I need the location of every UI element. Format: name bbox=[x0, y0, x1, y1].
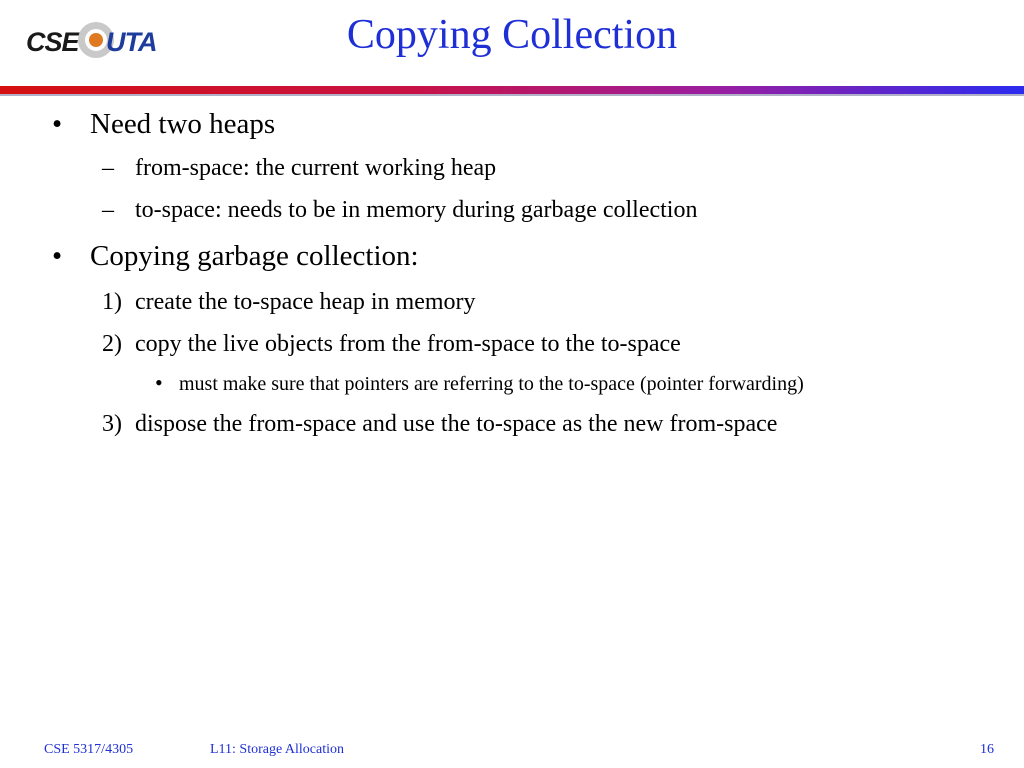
footer-course: CSE 5317/4305 bbox=[44, 742, 134, 757]
number-marker: 2) bbox=[102, 331, 122, 357]
sub-sub-bullet-text: must make sure that pointers are referring to the to-space (pointer forwarding) bbox=[179, 373, 804, 395]
logo-cse-text: CSE bbox=[26, 27, 79, 57]
title-divider bbox=[0, 86, 1024, 94]
sub-bullet-text: to-space: needs to be in memory during garbage collection bbox=[135, 197, 698, 223]
bullet-text: Copying garbage collection: bbox=[90, 240, 419, 272]
number-marker: 3) bbox=[102, 411, 122, 437]
dash-marker: – bbox=[102, 197, 114, 223]
small-bullet-marker: • bbox=[155, 370, 163, 395]
sub-bullet-text: from-space: the current working heap bbox=[135, 155, 497, 181]
bullet-marker: • bbox=[52, 240, 63, 272]
footer-page-number: 16 bbox=[980, 742, 994, 757]
numbered-text: create the to-space heap in memory bbox=[135, 289, 476, 315]
footer-lecture: L11: Storage Allocation bbox=[210, 742, 345, 757]
number-marker: 1) bbox=[102, 289, 122, 315]
title-divider-shadow bbox=[0, 94, 1024, 96]
logo-uta-text: UTA bbox=[106, 27, 157, 57]
bullet-text: Need two heaps bbox=[90, 108, 276, 140]
numbered-text: dispose the from-space and use the to-space as the new from-space bbox=[135, 411, 778, 437]
bullet-marker: • bbox=[52, 108, 63, 140]
numbered-text: copy the live objects from the from-space to the to-space bbox=[135, 331, 681, 357]
dash-marker: – bbox=[102, 155, 114, 181]
slide-title: Copying Collection bbox=[346, 12, 678, 58]
